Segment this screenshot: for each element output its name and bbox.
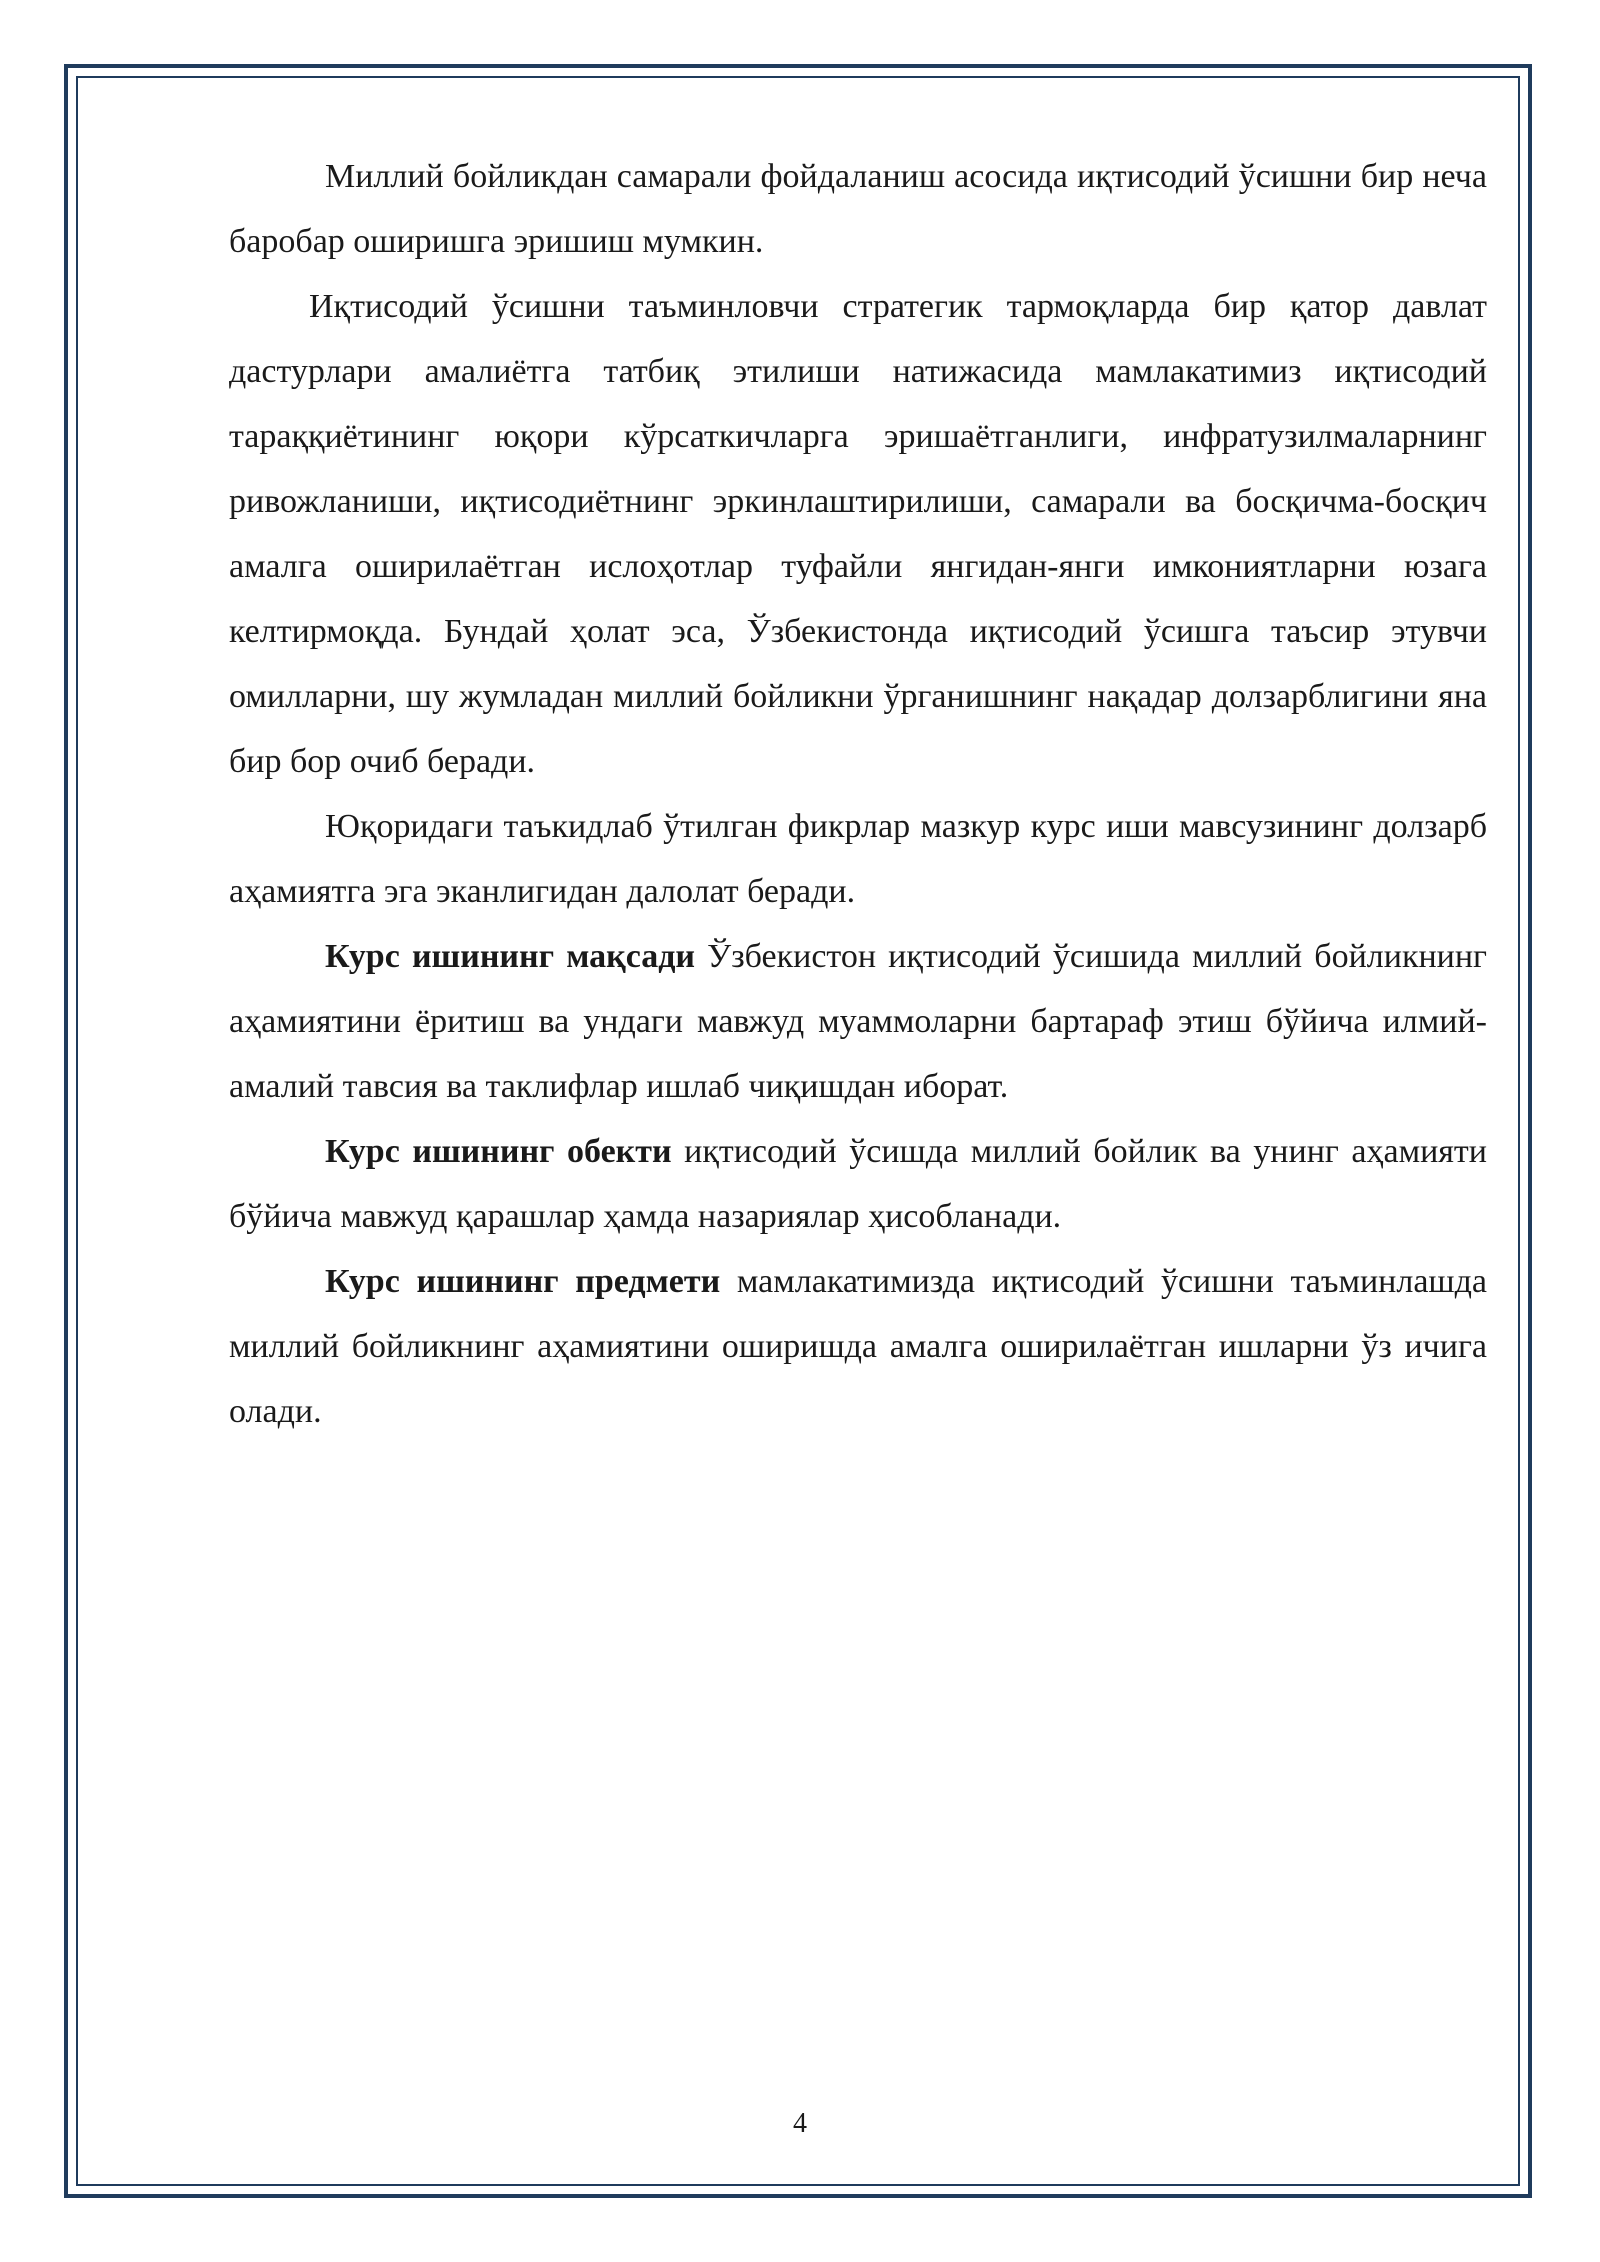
- aim-heading: Курс ишининг мақсади: [325, 938, 696, 975]
- paragraph-2-text: Иқтисодий ўсишни таъминловчи стратегик тармоқларда бир қатор давлат дастурлари амалиётга татбиқ этилиши натижасида мамлакатимиз иқтисодий тараққиётининг юқори кўрсаткичларга эришаётганлиги, инфратузилмаларнинг ривожланиши, иқтисодиётнинг эркинлаштирилиши, самарали ва босқичма-босқич амалга оширилаётган ислоҳотлар туфайли янгидан-янги имкониятларни юзага келтирмоқда. Бундай ҳолат эса, Ўзбекистонда иқтисодий ўсишга таъсир этувчи омилларни, шу жумладан миллий бойликни ўрганишнинг нақадар долзарблигини яна бир бор очиб беради.: [229, 288, 1487, 780]
- subject-heading: Курс ишининг предмети: [325, 1263, 721, 1300]
- paragraph-1-text: Миллий бойликдан самарали фойдаланиш асосида иқтисодий ўсишни бир неча баробар оширишга эришиш мумкин.: [229, 158, 1487, 260]
- paragraph-subject: [229, 1249, 1487, 1444]
- object-text: иқтисодий ўсишда миллий бойлик ва унинг аҳамияти бўйича мавжуд қарашлар ҳамда назариялар ҳисобланади.: [229, 1133, 1487, 1235]
- document-body: [229, 144, 1487, 1444]
- subject-text: мамлакатимизда иқтисодий ўсишни таъминлашда миллий бойликнинг аҳамиятини оширишда амалга оширилаётган ишларни ўз ичига олади.: [229, 1263, 1487, 1430]
- paragraph-object: [229, 1119, 1487, 1249]
- paragraph-3-text: Юқоридаги таъкидлаб ўтилган фикрлар мазкур курс иши мавсузининг долзарб аҳамиятга эга эканлигидан далолат беради.: [229, 808, 1487, 910]
- paragraph-2: [229, 274, 1487, 794]
- aim-text: Ўзбекистон иқтисодий ўсишида миллий бойликнинг аҳамиятини ёритиш ва ундаги мавжуд муаммоларни бартараф этиш бўйича илмий-амалий тавсия ва таклифлар ишлаб чиқишдан иборат.: [229, 938, 1487, 1105]
- paragraph-1: [229, 144, 1487, 274]
- paragraph-aim: [229, 924, 1487, 1119]
- page-number: 4: [793, 2108, 807, 2139]
- object-heading: Курс ишининг обекти: [325, 1133, 672, 1170]
- paragraph-3: [229, 794, 1487, 924]
